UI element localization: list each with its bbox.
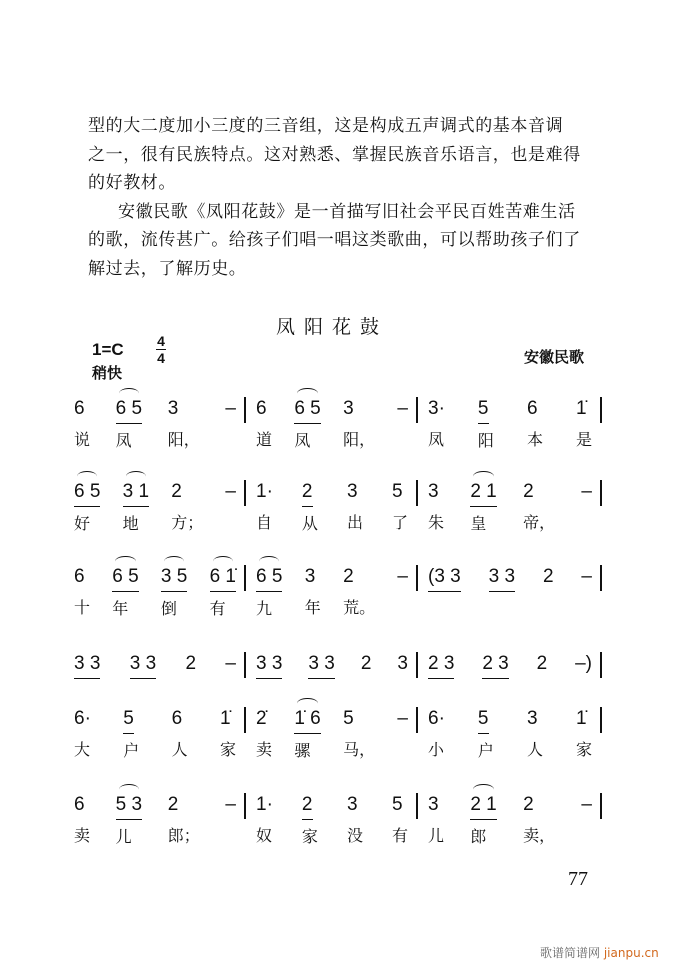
lyric: 户 [123,741,140,760]
lyric: 了 [391,513,408,532]
note-group [576,707,592,762]
note: 6 [526,398,538,419]
slur-mark [115,556,135,567]
note: 2 1 [470,793,496,820]
lyric: 人 [171,740,188,759]
note-group [294,707,320,762]
note-group [575,652,592,679]
note: 6 5 [112,565,138,592]
score-row [74,565,612,620]
measure [256,397,416,452]
bar-line [600,652,602,678]
note-group [392,480,408,535]
note: 3 1 [123,480,149,507]
note: – [397,566,408,587]
note: 5 [478,397,489,424]
lyric: 家 [301,827,318,846]
note-group [171,480,203,535]
lyric: 帝， [523,513,556,532]
note-group [523,480,555,535]
measure [428,652,600,679]
para-line: 安徽民歌《凤阳花鼓》是一首描写旧社会平民百姓苦难生活 [118,201,576,222]
lyric: 郎； [167,826,200,845]
para-line: 解过去，了解历史。 [88,258,247,279]
note: 6 [74,566,85,587]
measure [74,793,244,848]
note: 2 [360,653,372,674]
note-group [74,565,90,620]
slur-mark [164,556,184,567]
measure [74,565,244,620]
score-row [74,652,612,679]
para-line: 的歌，流传甚广。给孩子们唱一唱这类歌曲，可以帮助孩子们了 [88,230,581,250]
note: 2 [343,566,354,587]
note-group [74,397,90,452]
bar-line [600,480,602,506]
note: (3 3 [428,565,461,592]
note: 6 5 [294,397,320,424]
intro-text [88,112,618,283]
note: 6 [256,398,267,419]
score-row [74,793,612,848]
lyric: 从 [301,514,318,533]
slur-mark [259,556,279,567]
measure [428,707,600,762]
note-group [523,793,555,848]
measure [256,793,416,848]
lyric: 好 [74,514,91,533]
bar-line [244,652,246,678]
lyric: 骡 [294,741,311,760]
time-top: 4 [157,333,165,349]
note: 3 [346,794,358,815]
lyric: 说 [74,430,91,449]
slur-mark [126,471,146,482]
note: 2 1 [470,480,496,507]
para-line: 的好教材。 [88,173,176,193]
lyric: 郎 [470,827,487,846]
bar-line [244,480,246,506]
bar-line [416,707,418,733]
measure [428,565,600,592]
note-group [225,480,236,535]
note-group [74,793,90,848]
note: 3 3 [308,652,334,679]
note: 6 [171,708,183,729]
note-group [256,480,273,535]
note: 3· [428,398,445,419]
note: 1̇ [575,708,587,729]
note: 5 [391,481,403,502]
note-group [256,397,272,452]
note-group [482,652,508,679]
slur-mark [77,471,97,482]
note: 1̇ [219,708,231,729]
note: 3 [304,566,316,587]
note-group [343,397,375,452]
lyric: 自 [256,513,273,532]
lyric: 家 [575,740,592,759]
lyric: 凤 [294,431,311,450]
note-group [543,565,554,592]
note: 2 [536,653,548,674]
score-row [74,397,612,452]
note: 3 3 [489,565,515,592]
lyric: 大 [74,740,91,759]
note-group [123,480,149,535]
lyric: 家 [219,740,236,759]
lyric: 小 [428,740,445,759]
note: 2 [167,794,179,815]
note: 1̇ [575,398,587,419]
lyric: 阳， [167,430,200,449]
note-group [489,565,515,592]
time-bottom: 4 [157,350,165,366]
bar-line [600,707,602,733]
measure [256,480,416,535]
bar-line [244,565,246,591]
note: 2 [523,794,534,815]
lyric: 阳 [477,431,494,450]
note-group [186,652,197,679]
note-group [478,397,494,452]
lyric: 儿 [115,827,132,846]
time-signature [156,334,166,365]
note: – [397,398,408,419]
lyric: 有 [391,826,408,845]
note-group [428,565,461,592]
note: 2 [302,793,313,820]
note: 3 [343,398,354,419]
para-line: 型的大二度加小三度的三音组，这是构成五声调式的基本音调 [88,116,564,136]
note: 5 [123,707,134,734]
tempo-marking: 稍快 [92,364,123,382]
note-group [343,707,375,762]
measure [74,480,244,535]
lyric: 方； [171,513,204,532]
note: 2 [542,566,554,587]
note: –) [575,653,592,674]
note: 5 [391,794,403,815]
note: 5 [478,707,489,734]
note-group [347,793,363,848]
lyric: 卖 [256,740,273,759]
watermark-cn: 歌谱简谱网 [540,946,601,960]
lyric: 九 [256,599,273,618]
lyric: 倒 [160,599,177,618]
note-group [397,707,408,762]
note: 3 3 [256,652,282,679]
note: 3 [428,794,439,815]
note: – [581,481,592,502]
note-group [428,480,444,535]
note: 6 [74,398,85,419]
lyric: 马， [343,740,376,759]
lyric: 年 [112,599,129,618]
note-group [256,707,272,762]
note-group [576,397,592,452]
note: – [225,398,236,419]
note-group [116,397,142,452]
note: – [225,794,236,815]
lyric: 卖 [74,826,91,845]
note-group [116,793,142,848]
lyric: 凤 [428,430,445,449]
lyric: 没 [346,826,363,845]
lyric: 儿 [428,826,445,845]
note-group [478,707,494,762]
note: 6· [428,708,445,729]
score-row [74,480,612,535]
note: 2 [302,480,313,507]
lyric: 阳， [343,430,376,449]
measure [74,397,244,452]
lyric: 卖， [523,826,556,845]
note: 1̇ 6 [294,707,320,734]
lyric: 十 [74,598,91,617]
note: 3 [397,653,408,674]
bar-line [416,480,418,506]
slur-mark [119,784,139,795]
slur-mark [119,388,139,399]
measure [74,707,244,762]
lyric: 奴 [256,826,273,845]
measure [256,565,416,620]
note: 2 [523,481,534,502]
lyric: 出 [346,513,363,532]
lyric: 凤 [115,431,132,450]
note-group [74,707,91,762]
bar-line [416,565,418,591]
lyric: 人 [526,740,543,759]
note-group [74,652,100,679]
measure [256,707,416,762]
note-group [225,793,236,848]
note-group [581,565,592,592]
note: 1· [256,481,273,502]
note-group [361,652,372,679]
lyric: 朱 [428,513,445,532]
lyric: 本 [526,430,543,449]
lyric: 年 [304,598,321,617]
measure [74,652,244,679]
note-group [347,480,363,535]
note-group [130,652,156,679]
note: 6 5 [256,565,282,592]
bar-line [244,707,246,733]
note-group [112,565,138,620]
note-group [537,652,548,679]
measure [256,652,416,679]
note: 6 [74,794,85,815]
note-group [527,397,543,452]
note-group [256,793,273,848]
note: 2̇ [256,708,267,729]
note-group [256,652,282,679]
slur-mark [213,556,233,567]
score-row [74,707,612,762]
note-group [581,793,592,848]
note-group [168,793,200,848]
note: 3 [428,481,439,502]
note-group [397,652,408,679]
bar-line [244,793,246,819]
lyric: 荒。 [343,598,376,617]
note: 6 1̇ [210,565,236,592]
slur-mark [473,784,493,795]
bar-line [244,397,246,423]
note-group [256,565,282,620]
note-group [392,793,408,848]
bar-line [416,397,418,423]
note: 2 [185,653,197,674]
note: 2 3 [482,652,508,679]
note: – [581,566,592,587]
measure [428,793,600,848]
bar-line [600,397,602,423]
note-group [305,565,321,620]
note: 6 5 [74,480,100,507]
bar-line [416,793,418,819]
note: 5 [343,708,354,729]
lyric: 有 [209,599,226,618]
measure [428,480,600,535]
note-group [210,565,236,620]
note-group [428,652,454,679]
note-group [343,565,375,620]
note-group [428,793,444,848]
note-group [470,480,496,535]
bar-line [600,793,602,819]
note: 2 3 [428,652,454,679]
note: 3 3 [130,652,156,679]
note: – [397,708,408,729]
slur-mark [297,698,317,709]
note-group [172,707,188,762]
note: 6 5 [116,397,142,424]
bar-line [416,652,418,678]
note: 2 [171,481,182,502]
note-group [225,397,236,452]
note: – [225,481,236,502]
measure [428,397,600,452]
note: 1· [256,794,273,815]
note-group [581,480,592,535]
note-group [428,397,445,452]
watermark [540,944,659,961]
lyric: 地 [122,514,139,533]
note-group [527,707,543,762]
lyric: 道 [256,430,273,449]
slur-mark [297,388,317,399]
key-signature: 1=C [92,340,124,359]
note-group [123,707,139,762]
note-group [302,480,318,535]
note-group [74,480,100,535]
slur-mark [473,471,493,482]
note: – [581,794,592,815]
note-group [397,397,408,452]
note: 3 [346,481,358,502]
note-group [428,707,445,762]
note-group [225,652,236,679]
song-origin: 安徽民歌 [524,348,585,366]
lyric: 皇 [470,514,487,533]
page-number: 77 [568,868,588,890]
para-line: 之一，很有民族特点。这对熟悉、掌握民族音乐语言，也是难得 [88,144,581,165]
bar-line [600,565,602,591]
note: 6· [74,708,91,729]
note: 5 3 [116,793,142,820]
note: 3 3 [74,652,100,679]
note: – [225,653,236,674]
note-group [294,397,320,452]
lyric: 是 [575,430,592,449]
note: 3 5 [161,565,187,592]
note: 3 [167,398,179,419]
lyric: 户 [477,741,494,760]
note-group [161,565,187,620]
note-group [397,565,408,620]
note-group [302,793,318,848]
note-group [168,397,200,452]
song-title: 凤阳花鼓 [276,316,389,338]
watermark-url: jianpu.cn [603,946,659,960]
note: 3 [526,708,538,729]
note-group [470,793,496,848]
note-group [220,707,236,762]
note-group [308,652,334,679]
